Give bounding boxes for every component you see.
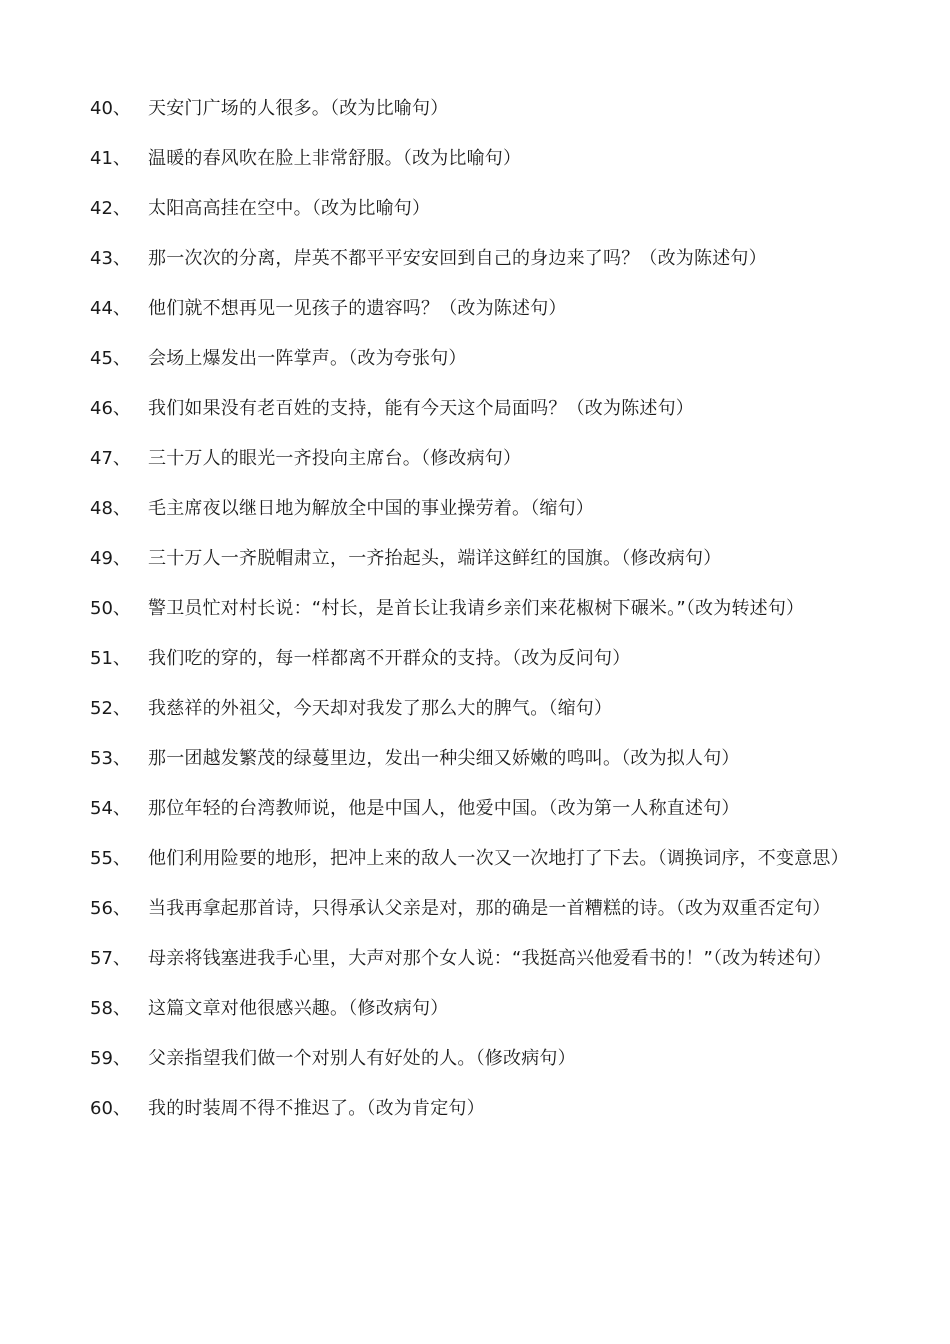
exercise-text: 那位年轻的台湾教师说，他是中国人，他爱中国。（改为第一人称直述句）	[148, 798, 740, 819]
exercise-number: 56、	[90, 898, 131, 919]
exercise-text: 太阳高高挂在空中。（改为比喻句）	[148, 198, 431, 219]
exercise-text: 三十万人的眼光一齐投向主席台。（修改病句）	[148, 448, 522, 469]
exercise-item	[90, 496, 870, 522]
exercise-number: 55、	[90, 848, 131, 869]
exercise-item	[90, 646, 870, 672]
exercise-text: 母亲将钱塞进我手心里，大声对那个女人说：“我挺高兴他爱看书的！”（改为转述句）	[148, 948, 832, 969]
exercise-number: 44、	[90, 298, 131, 319]
exercise-number: 41、	[90, 148, 131, 169]
exercise-number: 53、	[90, 748, 131, 769]
exercise-item	[90, 1046, 870, 1072]
exercise-text: 三十万人一齐脱帽肃立，一齐抬起头，端详这鲜红的国旗。（修改病句）	[148, 548, 722, 569]
exercise-number: 40、	[90, 98, 131, 119]
exercise-item	[90, 896, 870, 922]
exercise-number: 45、	[90, 348, 131, 369]
exercise-text: 天安门广场的人很多。（改为比喻句）	[148, 98, 449, 119]
exercise-number: 51、	[90, 648, 131, 669]
exercise-number: 48、	[90, 498, 131, 519]
exercise-number: 52、	[90, 698, 131, 719]
exercise-text: 他们利用险要的地形，把冲上来的敌人一次又一次地打了下去。（调换词序，不变意思）	[148, 848, 849, 869]
exercise-text: 那一团越发繁茂的绿蔓里边，发出一种尖细又娇嫩的鸣叫。（改为拟人句）	[148, 748, 740, 769]
exercise-item	[90, 746, 870, 772]
exercise-number: 47、	[90, 448, 131, 469]
exercise-number: 59、	[90, 1048, 131, 1069]
exercise-number: 49、	[90, 548, 131, 569]
exercise-item	[90, 1096, 870, 1122]
exercise-number: 43、	[90, 248, 131, 269]
exercise-item	[90, 846, 870, 872]
exercise-item	[90, 296, 870, 322]
exercise-item	[90, 196, 870, 222]
exercise-item	[90, 996, 870, 1022]
exercise-number: 57、	[90, 948, 131, 969]
exercise-number: 58、	[90, 998, 131, 1019]
exercise-item	[90, 946, 870, 972]
exercise-text: 毛主席夜以继日地为解放全中国的事业操劳着。（缩句）	[148, 498, 594, 519]
exercise-text: 温暖的春风吹在脸上非常舒服。（改为比喻句）	[148, 148, 522, 169]
exercise-item	[90, 346, 870, 372]
exercise-item	[90, 546, 870, 572]
exercise-list	[90, 96, 870, 1146]
exercise-text: 我的时装周不得不推迟了。（改为肯定句）	[148, 1098, 485, 1119]
exercise-text: 那一次次的分离，岸英不都平平安安回到自己的身边来了吗？（改为陈述句）	[148, 248, 767, 269]
exercise-number: 54、	[90, 798, 131, 819]
exercise-number: 46、	[90, 398, 131, 419]
exercise-number: 60、	[90, 1098, 131, 1119]
exercise-item	[90, 146, 870, 172]
exercise-text: 会场上爆发出一阵掌声。（改为夸张句）	[148, 348, 467, 369]
exercise-text: 这篇文章对他很感兴趣。（修改病句）	[148, 998, 449, 1019]
exercise-item	[90, 446, 870, 472]
exercise-text: 我慈祥的外祖父，今天却对我发了那么大的脾气。（缩句）	[148, 698, 613, 719]
exercise-item	[90, 96, 870, 122]
exercise-item	[90, 596, 870, 622]
exercise-text: 警卫员忙对村长说：“村长，是首长让我请乡亲们来花椒树下碾米。”（改为转述句）	[148, 598, 805, 619]
exercise-number: 50、	[90, 598, 131, 619]
exercise-item	[90, 396, 870, 422]
exercise-item	[90, 796, 870, 822]
exercise-text: 当我再拿起那首诗，只得承认父亲是对，那的确是一首糟糕的诗。（改为双重否定句）	[148, 898, 831, 919]
exercise-text: 我们如果没有老百姓的支持，能有今天这个局面吗？（改为陈述句）	[148, 398, 694, 419]
exercise-number: 42、	[90, 198, 131, 219]
exercise-text: 我们吃的穿的，每一样都离不开群众的支持。（改为反问句）	[148, 648, 631, 669]
exercise-text: 父亲指望我们做一个对别人有好处的人。（修改病句）	[148, 1048, 576, 1069]
exercise-item	[90, 696, 870, 722]
exercise-item	[90, 246, 870, 272]
exercise-text: 他们就不想再见一见孩子的遗容吗？（改为陈述句）	[148, 298, 567, 319]
